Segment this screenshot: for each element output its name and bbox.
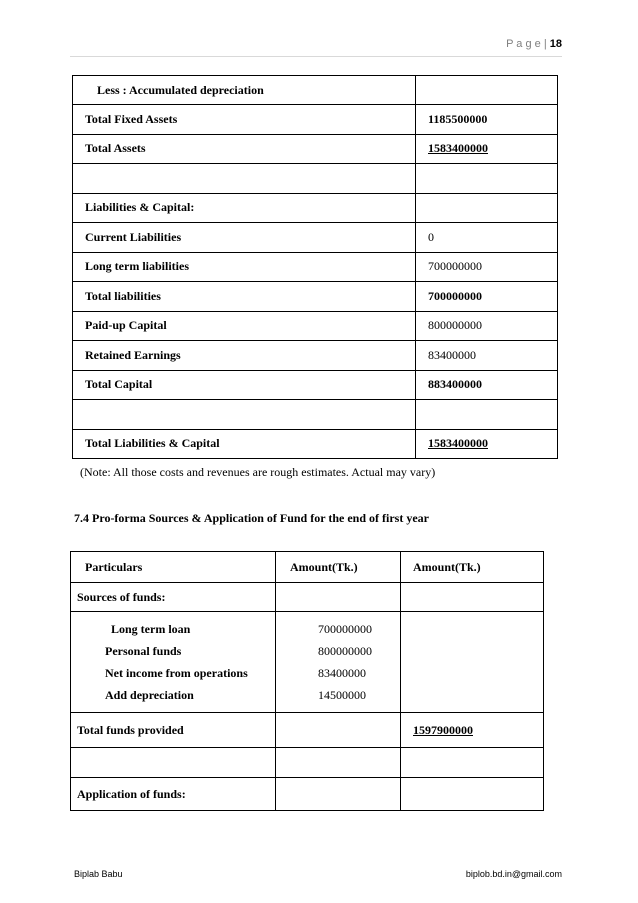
- source-amount: 800000000: [318, 644, 372, 658]
- balance-row-label: Retained Earnings: [73, 341, 416, 371]
- total-funds-row: [71, 713, 544, 748]
- balance-value-text: 83400000: [428, 347, 476, 362]
- balance-value-text: 1583400000: [428, 141, 488, 156]
- balance-row-label: Less : Accumulated depreciation: [73, 76, 416, 105]
- balance-row-label: Current Liabilities: [73, 223, 416, 253]
- fund-table: [70, 551, 544, 811]
- balance-row-value: [416, 311, 558, 341]
- balance-row-label: Total Fixed Assets: [73, 105, 416, 135]
- header-amount-2: Amount(Tk.): [401, 552, 544, 583]
- empty-cell: [276, 778, 401, 811]
- balance-row-label: Total Assets: [73, 134, 416, 164]
- total-funds-label: Total funds provided: [71, 713, 276, 748]
- balance-row-label: Total liabilities: [73, 282, 416, 312]
- application-label: Application of funds:: [71, 778, 276, 811]
- empty-cell: [71, 748, 276, 778]
- footer-author: Biplab Babu: [74, 869, 123, 879]
- balance-row-value: [416, 76, 558, 105]
- balance-row: [73, 193, 558, 223]
- balance-row-label: [73, 164, 416, 194]
- balance-value-text: 800000000: [428, 318, 482, 333]
- source-label: Personal funds: [105, 644, 182, 658]
- empty-cell: [276, 713, 401, 748]
- balance-row: [73, 282, 558, 312]
- balance-row-label: [73, 400, 416, 430]
- source-label: Net income from operations: [105, 666, 248, 680]
- balance-row-value: [416, 105, 558, 135]
- balance-row: [73, 105, 558, 135]
- balance-row-value: [416, 429, 558, 459]
- balance-row-value: [416, 193, 558, 223]
- blank-row: [71, 748, 544, 778]
- balance-row-label: Paid-up Capital: [73, 311, 416, 341]
- balance-row-value: [416, 370, 558, 400]
- balance-row-label: Total Liabilities & Capital: [73, 429, 416, 459]
- balance-row: [73, 76, 558, 105]
- sources-label: Sources of funds:: [71, 583, 276, 612]
- page-header: [70, 38, 562, 57]
- estimate-note: (Note: All those costs and revenues are rough estimates. Actual may vary): [80, 465, 436, 479]
- section-title: 7.4 Pro-forma Sources & Application of Fund for the end of first year: [74, 511, 429, 525]
- balance-row: [73, 223, 558, 253]
- fund-table-header-row: [71, 552, 544, 583]
- balance-value-text: 700000000: [428, 259, 482, 274]
- page-label: P a g e: [506, 38, 541, 50]
- balance-row: [73, 429, 558, 459]
- source-amount: 14500000: [318, 688, 366, 702]
- source-label: Add depreciation: [105, 688, 194, 702]
- application-label-row: [71, 778, 544, 811]
- total-funds-value: 1597900000: [413, 722, 473, 737]
- balance-value-text: 700000000: [428, 288, 482, 303]
- balance-row-label: Liabilities & Capital:: [73, 193, 416, 223]
- empty-cell: [401, 612, 544, 713]
- balance-value-text: 1583400000: [428, 436, 488, 451]
- balance-row: [73, 134, 558, 164]
- page-number: 18: [549, 38, 562, 50]
- balance-row: [73, 370, 558, 400]
- sources-labels-cell: [71, 612, 276, 713]
- balance-row: [73, 252, 558, 282]
- source-label: Long term loan: [111, 622, 191, 636]
- balance-row-value: [416, 282, 558, 312]
- balance-row-value: [416, 223, 558, 253]
- balance-sheet-table: [72, 75, 558, 459]
- balance-row-value: [416, 134, 558, 164]
- sources-list-row: [71, 612, 544, 713]
- total-funds-value-cell: [401, 713, 544, 748]
- balance-value-text: 0: [428, 229, 434, 244]
- empty-cell: [401, 778, 544, 811]
- source-amount: 83400000: [318, 666, 366, 680]
- balance-row-value: [416, 400, 558, 430]
- balance-row-value: [416, 252, 558, 282]
- empty-cell: [401, 748, 544, 778]
- balance-row-value: [416, 164, 558, 194]
- balance-value-text: 1185500000: [428, 111, 488, 126]
- balance-row: [73, 311, 558, 341]
- balance-row-value: [416, 341, 558, 371]
- balance-value-text: 883400000: [428, 377, 482, 392]
- empty-cell: [276, 583, 401, 612]
- header-particulars: Particulars: [71, 552, 276, 583]
- balance-row-label: Total Capital: [73, 370, 416, 400]
- header-amount-1: Amount(Tk.): [276, 552, 401, 583]
- page-separator: |: [543, 38, 547, 50]
- sources-label-row: [71, 583, 544, 612]
- balance-row: [73, 400, 558, 430]
- balance-row-label: Long term liabilities: [73, 252, 416, 282]
- footer-email: biplob.bd.in@gmail.com: [465, 869, 562, 879]
- empty-cell: [401, 583, 544, 612]
- balance-row: [73, 341, 558, 371]
- balance-row: [73, 164, 558, 194]
- empty-cell: [276, 748, 401, 778]
- sources-amounts-cell: [276, 612, 401, 713]
- source-amount: 700000000: [318, 622, 372, 636]
